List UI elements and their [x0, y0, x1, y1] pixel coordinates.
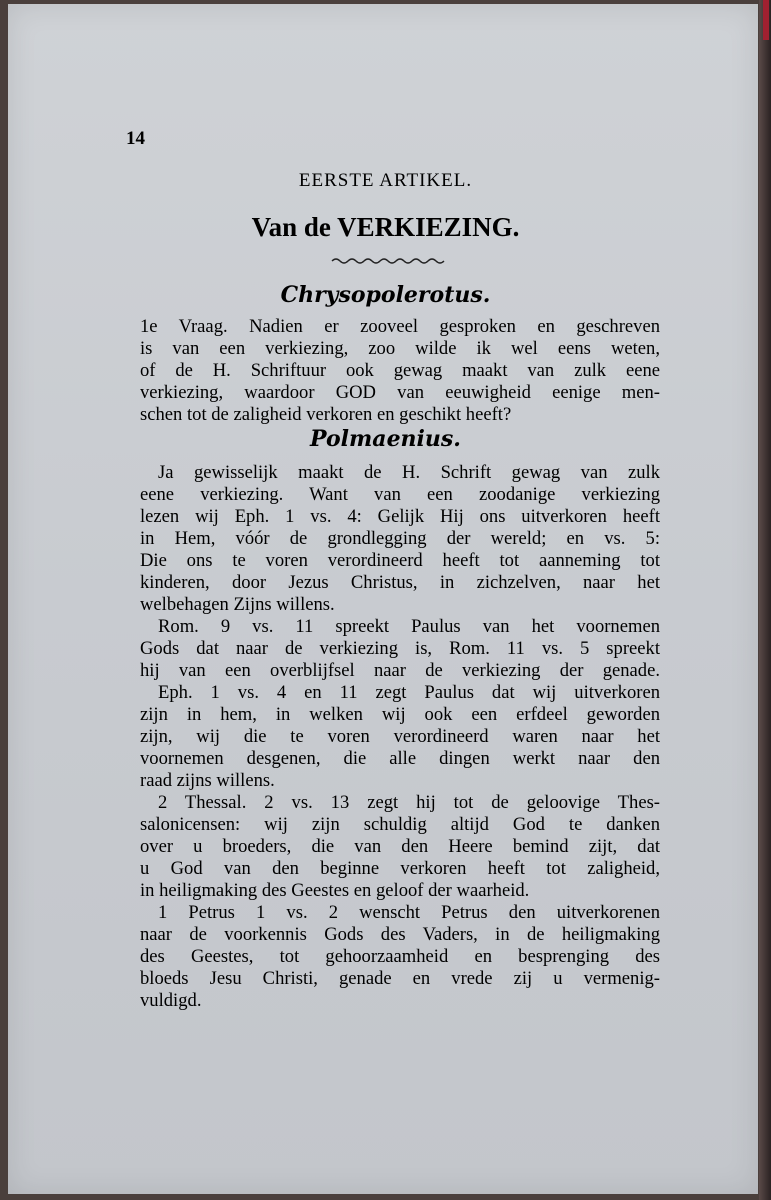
- respondent-name: Polmaenius.: [310, 426, 461, 452]
- text-line: of de H. Schriftuur ook gewag maakt van zulk eene: [140, 360, 660, 381]
- article-heading: EERSTE ARTIKEL.: [298, 170, 473, 191]
- text-line: Eph. 1 vs. 4 en 11 zegt Paulus dat wij uitverkoren: [158, 682, 660, 703]
- text-line: 1e Vraag. Nadien er zooveel gesproken en geschreven: [140, 316, 660, 337]
- text-line: in Hem, vóór de grondlegging der wereld; en vs. 5:: [140, 528, 660, 549]
- questioner-name: Chrysopolerotus.: [280, 282, 491, 308]
- text-line: voornemen desgenen, die alle dingen werkt naar den: [140, 748, 660, 769]
- text-line: welbehagen Zijns willens.: [140, 594, 335, 615]
- text-line: verkiezing, waardoor GOD van eeuwigheid eenige men-: [140, 382, 660, 403]
- text-line: over u broeders, die van den Heere bemind zijt, dat: [140, 836, 660, 857]
- text-line: in heiligmaking des Geestes en geloof der waarheid.: [140, 880, 530, 901]
- text-line: bloeds Jesu Christi, genade en vrede zij u vermenig-: [140, 968, 660, 989]
- text-line: des Geestes, tot gehoorzaamheid en besprenging des: [140, 946, 660, 967]
- text-line: naar de voorkennis Gods des Vaders, in de heiligmaking: [140, 924, 660, 945]
- wavy-rule-ornament: [330, 254, 448, 268]
- chapter-title: Van de VERKIEZING.: [251, 212, 520, 242]
- text-line: 2 Thessal. 2 vs. 13 zegt hij tot de geloovige Thes-: [158, 792, 660, 813]
- text-line: eene verkiezing. Want van een zoodanige verkiezing: [140, 484, 660, 505]
- text-line: salonicensen: wij zijn schuldig altijd God te danken: [140, 814, 660, 835]
- text-line: hij van een overblijfsel naar de verkiezing der genade.: [140, 660, 660, 681]
- text-line: lezen wij Eph. 1 vs. 4: Gelijk Hij ons uitverkoren heeft: [140, 506, 660, 527]
- text-line: u God van den beginne verkoren heeft tot zaligheid,: [140, 858, 660, 879]
- text-line: is van een verkiezing, zoo wilde ik wel eens weten,: [140, 338, 660, 359]
- text-line: zijn in hem, in welken wij ook een erfdeel geworden: [140, 704, 660, 725]
- text-line: raad zijns willens.: [140, 770, 275, 791]
- text-line: Gods dat naar de verkiezing is, Rom. 11 vs. 5 spreekt: [140, 638, 660, 659]
- text-line: schen tot de zaligheid verkoren en geschikt heeft?: [140, 404, 512, 425]
- text-line: kinderen, door Jezus Christus, in zichzelven, naar het: [140, 572, 660, 593]
- text-line: Ja gewisselijk maakt de H. Schrift gewag van zulk: [158, 462, 660, 483]
- answer-text: [140, 462, 660, 1012]
- text-line: vuldigd.: [140, 990, 202, 1011]
- text-line: Rom. 9 vs. 11 spreekt Paulus van het voornemen: [158, 616, 660, 637]
- page-number: 14: [126, 128, 145, 149]
- question-text: [140, 316, 660, 426]
- text-line: Die ons te voren verordineerd heeft tot aanneming tot: [140, 550, 660, 571]
- book-edge-ribbon: [763, 0, 769, 40]
- text-line: zijn, wij die te voren verordineerd waren naar het: [140, 726, 660, 747]
- text-line: 1 Petrus 1 vs. 2 wenscht Petrus den uitverkorenen: [158, 902, 660, 923]
